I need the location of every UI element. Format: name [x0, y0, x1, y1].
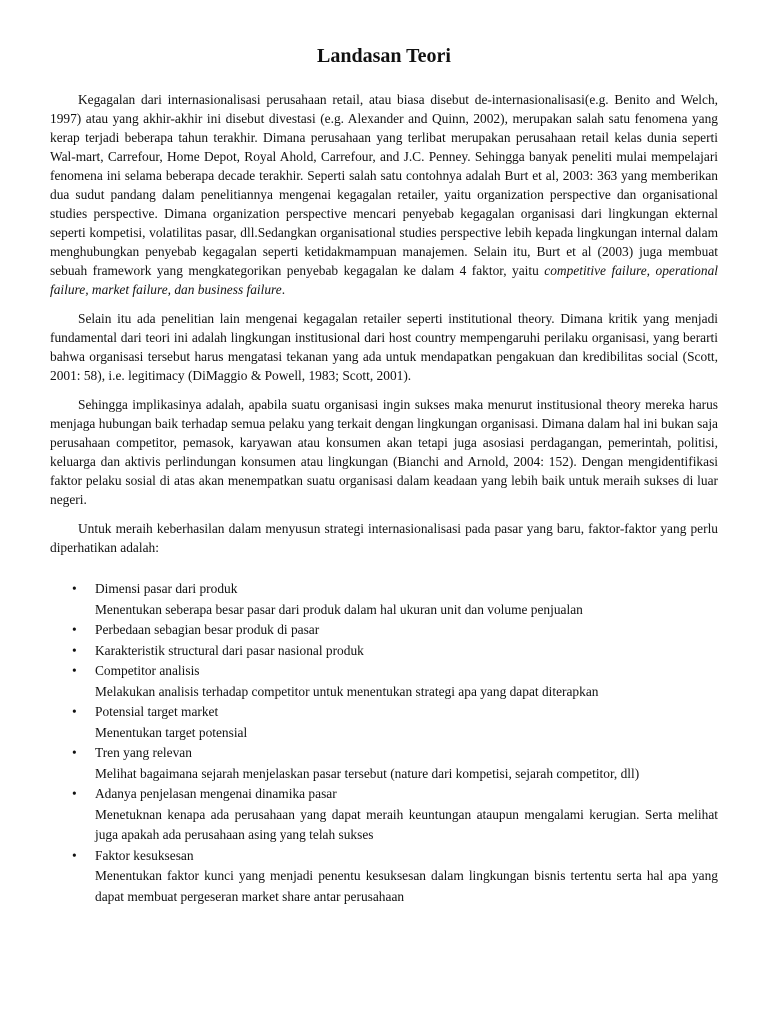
bullet-icon: •: [72, 663, 77, 678]
list-item: [50, 661, 718, 702]
list-item-description: Menentukan seberapa besar pasar dari produk dalam hal ukuran unit dan volume penjualan: [95, 601, 583, 617]
bullet-icon: •: [72, 642, 77, 658]
list-item-title: Tren yang relevan: [95, 745, 192, 760]
list-item-description: Menetuknan kenapa ada perusahaan yang dapat meraih keuntungan ataupun mengalami kerugian. Serta melihat juga apakah ada perusahaan asing yang telah sukses: [95, 806, 718, 842]
factor-list: [50, 579, 718, 907]
paragraph-1-italic: competitive failure, operational failure, market failure, dan business failure: [50, 263, 718, 297]
list-item: [50, 579, 718, 620]
paragraph-3: Sehingga implikasinya adalah, apabila suatu organisasi ingin sukses maka menurut institusional theory mereka harus menjaga hubungan baik terhadap semua pelaku yang terkait dengan lingkungan organisasi. Dimana dalam hal ini bukan saja perusahaan competitor, pemasok, karyawan atau konsumen akan tetapi juga asosiasi perdagangan, pemerintah, politisi, keluarga dan aktivis perlindungan konsumen atau lingkungan (Bianchi and Arnold, 2004: 152). Dengan mengidentifikasi faktor pelaku sosial di atas akan menempatkan suatu organisasi dalam keadaan yang lebih baik untuk meraih sukses di luar negeri.: [50, 397, 718, 507]
list-item: [50, 702, 718, 743]
bullet-icon: •: [72, 704, 77, 719]
list-item-title: Competitor analisis: [95, 663, 200, 678]
bullet-icon: •: [72, 581, 77, 596]
list-item: [50, 641, 718, 662]
bullet-icon: •: [72, 786, 77, 801]
list-item-description: Menentukan faktor kunci yang menjadi penentu kesuksesan dalam lingkungan bisnis tertentu serta hal apa yang dapat membuat pergeseran market share antar perusahaan: [95, 868, 718, 904]
paragraph-2: Selain itu ada penelitian lain mengenai kegagalan retailer seperti institutional theory. Dimana kritik yang menjadi fundamental dari teori ini adalah lingkungan institusional dari host country mempengaruhi perilaku organisasi, yang berarti bahwa organisasi tersebut harus mengatasi tekanan yang ada untuk mendapatkan pengakuan dan kredibilitas social (Scott, 2001: 58), i.e. legitimacy (DiMaggio & Powell, 1983; Scott, 2001).: [50, 311, 718, 383]
page-title: Landasan Teori: [317, 45, 451, 67]
list-item-description: Melakukan analisis terhadap competitor untuk menentukan strategi apa yang dapat diterapkan: [95, 683, 599, 699]
paragraph-4: Untuk meraih keberhasilan dalam menyusun strategi internasionalisasi pada pasar yang baru, faktor-faktor yang perlu diperhatikan adalah:: [50, 521, 718, 555]
list-item-description: Menentukan target potensial: [95, 724, 248, 740]
list-item: [50, 784, 718, 846]
list-item-description: Melihat bagaimana sejarah menjelaskan pasar tersebut (nature dari kompetisi, sejarah competitor, dll): [95, 765, 640, 781]
list-item-title: Karakteristik structural dari pasar nasional produk: [95, 642, 364, 658]
paragraph-1-text: Kegagalan dari internasionalisasi perusahaan retail, atau biasa disebut de-internasionalisasi(e.g. Benito and Welch, 1997) atau yang akhir-akhir ini disebut divestasi (e.g. Alexander and Quinn, 2002), merupakan salah satu fenomena yang kerap terjadi beberapa tahun terakhir. Dimana perusahaan yang terlibat merupakan perusahaan retail kelas dunia seperti Wal-mart, Carrefour, Home Depot, Royal Ahold, Carrefour, and J.C. Penney. Sehingga banyak peneliti mulai mempelajari fenomena ini selama beberapa decade terakhir. Seperti salah satu contohnya adalah Burt et al, 2003: 363 yang memberikan dua sudut pandang dalam penelitiannya mengenai kegagalan retailer, yaitu organization perspective dan organisational studies perspective. Dimana organization perspective mencari penyebab kegagalan organisasi dari lingkungan ekternal seperti kompetisi, volatilitas pasar, dll.Sedangkan organisational studies perspective lebih kepada lingkungan internal dalam menghubungkan penyebab kegagalan seperti ketidakmampuan manajemen. Selain itu, Burt et al (2003) juga membuat sebuah framework yang mengkategorikan penyebab kegagalan ke dalam 4 faktor, yaitu: [50, 92, 718, 278]
list-item-title: Perbedaan sebagian besar produk di pasar: [95, 622, 320, 637]
list-item-title: Adanya penjelasan mengenai dinamika pasar: [95, 786, 337, 801]
list-item-title: Potensial target market: [95, 704, 219, 719]
list-item-title: Faktor kesuksesan: [95, 847, 194, 863]
bullet-icon: •: [72, 745, 77, 760]
paragraph-1-end: .: [281, 282, 286, 297]
list-item: [50, 846, 718, 908]
bullet-icon: •: [72, 847, 77, 863]
list-item-title: Dimensi pasar dari produk: [95, 581, 238, 596]
paragraph-1: [50, 90, 718, 299]
list-item: [50, 620, 718, 641]
bullet-icon: •: [72, 622, 77, 637]
list-item: [50, 743, 718, 784]
